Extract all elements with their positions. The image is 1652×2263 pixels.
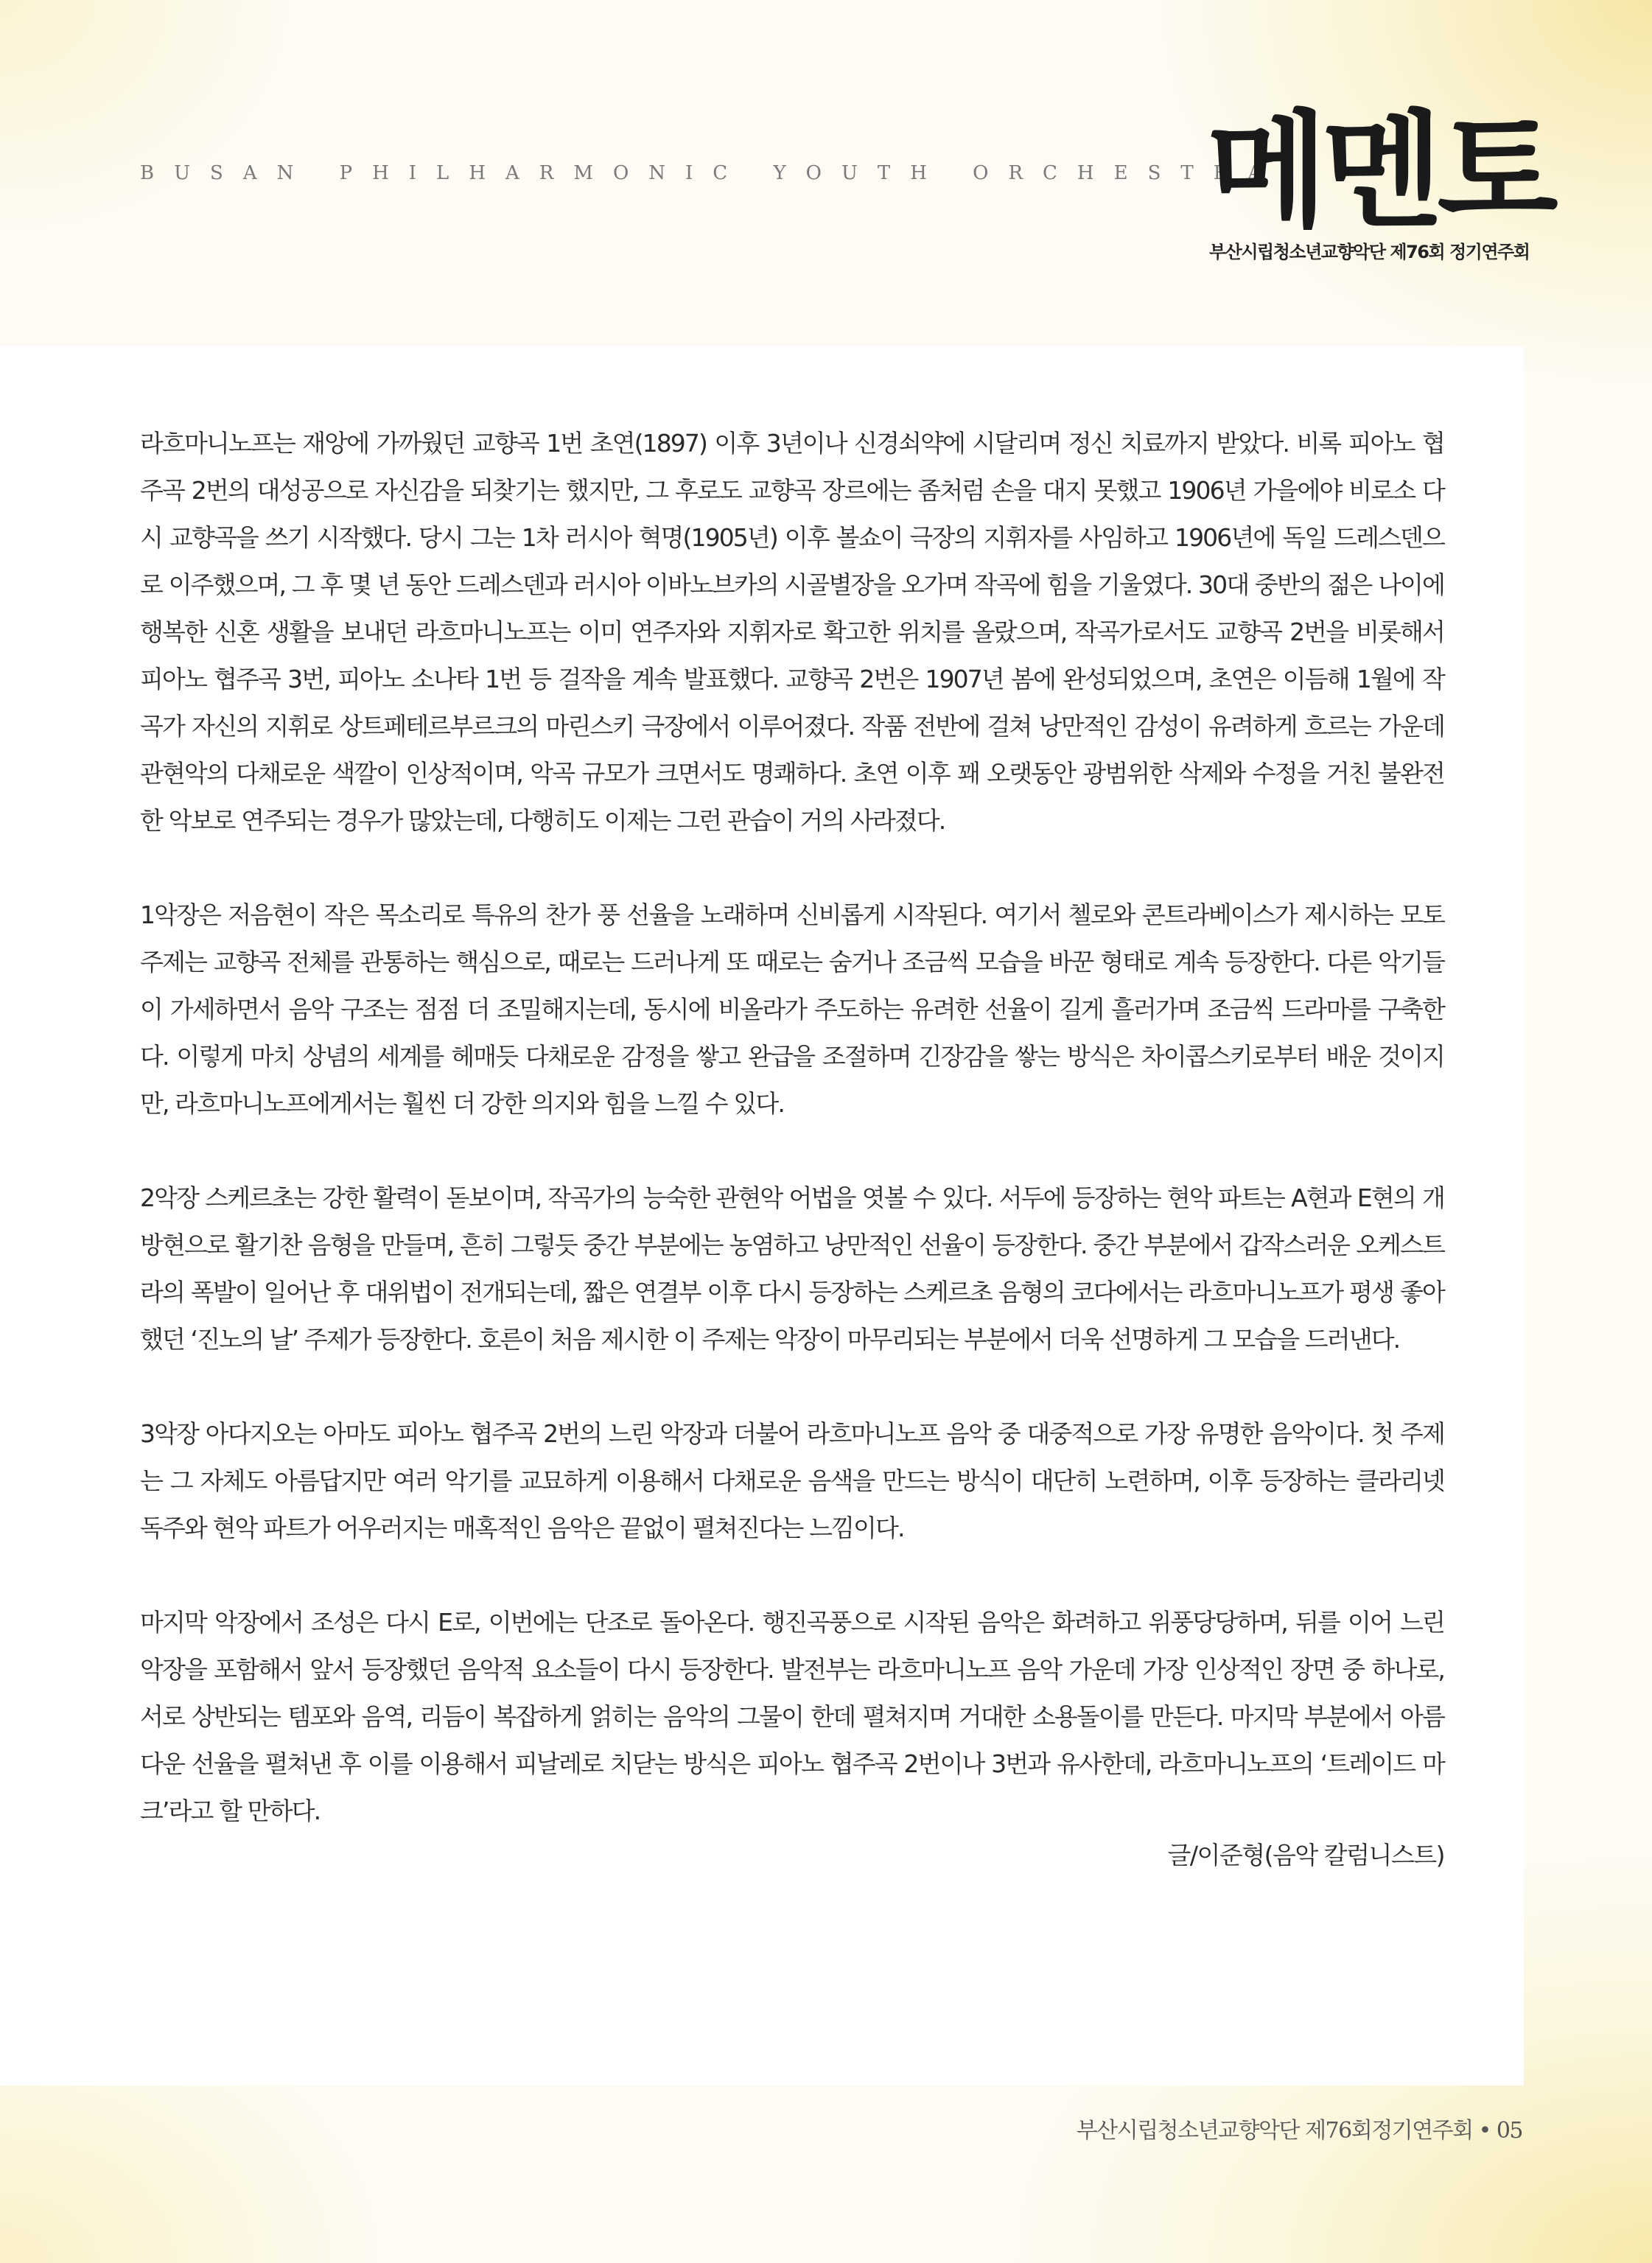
orchestra-name: BUSAN PHILHARMONIC YOUTH ORCHESTRA <box>140 162 1282 184</box>
author-byline: 글/이준형(음악 칼럼니스트) <box>1167 1841 1444 1869</box>
page-footer <box>1077 2112 1522 2144</box>
footer-title: 부산시립청소년교향악단 제76회정기연주회 <box>1076 2118 1473 2144</box>
paragraph-movement-3: 3악장 아다지오는 아마도 피아노 협주곡 2번의 느린 악장과 더불어 라흐마니노프 음악 중 대중적으로 가장 유명한 음악이다. 첫 주제는 그 자체도 아름답지만 여러 악기를 교묘하게 이용해서 다채로운 음색을 만드는 방식이 대단히 노련하며, 이후 등장하는 클라리넷 독주와 현악 파트가 어우러지는 매혹적인 음악은 끝없이 펼쳐진다는 느낌이다. <box>140 1419 1444 1542</box>
memento-logo: 메멘토 <box>1207 99 1553 245</box>
article-body <box>140 420 1444 1879</box>
paragraph-intro: 라흐마니노프는 재앙에 가까웠던 교향곡 1번 초연(1897) 이후 3년이나 신경쇠약에 시달리며 정신 치료까지 받았다. 비록 피아노 협주곡 2번의 대성공으로 자신감을 되찾기는 했지만, 그 후로도 교향곡 장르에는 좀처럼 손을 대지 못했고 1906년 가을에야 비로소 다시 교향곡을 쓰기 시작했다. 당시 그는 1차 러시아 혁명(1905년) 이후 볼쇼이 극장의 지휘자를 사임하고 1906년에 독일 드레스덴으로 이주했으며, 그 후 몇 년 동안 드레스덴과 러시아 이바노브카의 시골별장을 오가며 작곡에 힘을 기울였다. 30대 중반의 젊은 나이에 행복한 신혼 생활을 보내던 라흐마니노프는 이미 연주자와 지휘자로 확고한 위치를 올랐으며, 작곡가로서도 교향곡 2번을 비롯해서 피아노 협주곡 3번, 피아노 소나타 1번 등 걸작을 계속 발표했다. 교향곡 2번은 1907년 봄에 완성되었으며, 초연은 이듬해 1월에 작곡가 자신의 지휘로 상트페테르부르크의 마린스키 극장에서 이루어졌다. 작품 전반에 걸쳐 낭만적인 감성이 유려하게 흐르는 가운데 관현악의 다채로운 색깔이 인상적이며, 악곡 규모가 크면서도 명쾌하다. 초연 이후 꽤 오랫동안 광범위한 삭제와 수정을 거친 불완전한 악보로 연주되는 경우가 많았는데, 다행히도 이제는 그런 관습이 거의 사라졌다. <box>140 429 1444 835</box>
paragraph-movement-1: 1악장은 저음현이 작은 목소리로 특유의 찬가 풍 선율을 노래하며 신비롭게 시작된다. 여기서 첼로와 콘트라베이스가 제시하는 모토 주제는 교향곡 전체를 관통하는 핵심으로, 때로는 드러나게 또 때로는 숨거나 조금씩 모습을 바꾼 형태로 계속 등장한다. 다른 악기들이 가세하면서 음악 구조는 점점 더 조밀해지는데, 동시에 비올라가 주도하는 유려한 선율이 길게 흘러가며 조금씩 드라마를 구축한다. 이렇게 마치 상념의 세계를 헤매듯 다채로운 감정을 쌓고 완급을 조절하며 긴장감을 쌓는 방식은 차이콥스키로부터 배운 것이지만, 라흐마니노프에게서는 훨씬 더 강한 의지와 힘을 느낄 수 있다. <box>140 900 1444 1118</box>
page-number: 05 <box>1496 2118 1522 2144</box>
footer-separator: • <box>1478 2118 1491 2144</box>
paragraph-movement-2: 2악장 스케르초는 강한 활력이 돋보이며, 작곡가의 능숙한 관현악 어법을 엿볼 수 있다. 서두에 등장하는 현악 파트는 A현과 E현의 개방현으로 활기찬 음형을 만들며, 흔히 그렇듯 중간 부분에는 농염하고 낭만적인 선율이 등장한다. 중간 부분에서 갑작스러운 오케스트라의 폭발이 일어난 후 대위법이 전개되는데, 짧은 연결부 이후 다시 등장하는 스케르초 음형의 코다에서는 라흐마니노프가 평생 좋아했던 ‘진노의 날’ 주제가 등장한다. 호른이 처음 제시한 이 주제는 악장이 마무리되는 부분에서 더욱 선명하게 그 모습을 드러낸다. <box>140 1183 1444 1354</box>
concert-subtitle: 부산시립청소년교향악단 제76회 정기연주회 <box>1209 242 1530 262</box>
paragraph-movement-4: 마지막 악장에서 조성은 다시 E로, 이번에는 단조로 돌아온다. 행진곡풍으로 시작된 음악은 화려하고 위풍당당하며, 뒤를 이어 느린 악장을 포함해서 앞서 등장했던 음악적 요소들이 다시 등장한다. 발전부는 라흐마니노프 음악 가운데 가장 인상적인 장면 중 하나로, 서로 상반되는 템포와 음역, 리듬이 복잡하게 얽히는 음악의 그물이 한데 펼쳐지며 거대한 소용돌이를 만든다. 마지막 부분에서 아름다운 선율을 펼쳐낸 후 이를 이용해서 피날레로 치닫는 방식은 피아노 협주곡 2번이나 3번과 유사한데, 라흐마니노프의 ‘트레이드 마크’라고 할 만하다. <box>140 1608 1445 1825</box>
